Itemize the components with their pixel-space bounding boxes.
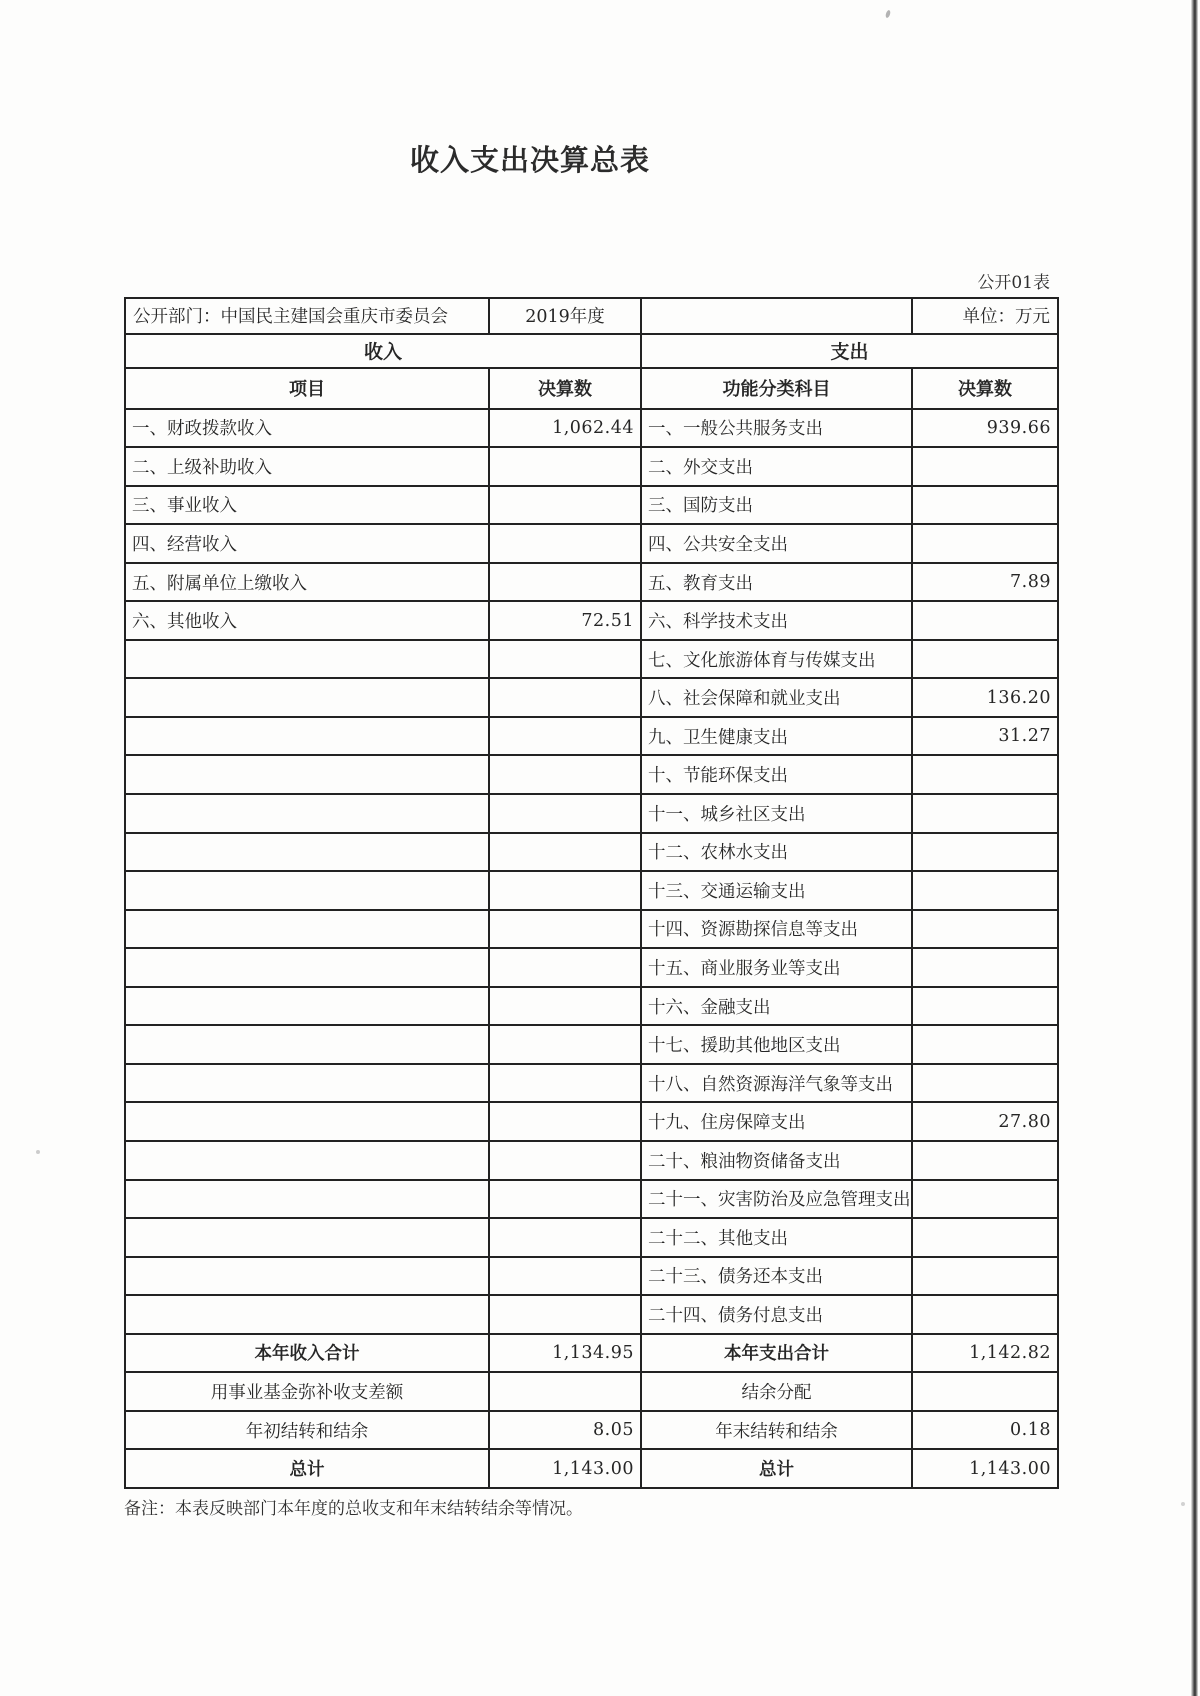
table-row [125,601,1058,640]
budget-summary-table [124,297,1059,1489]
expense-item-cell: 七、文化旅游体育与传媒支出 [641,640,912,679]
expense-value-cell: 1,143.00 [912,1449,1058,1488]
income-item-cell [125,1218,489,1257]
expense-value-cell: 7.89 [912,563,1058,602]
income-value-cell [489,1180,641,1219]
income-item-cell [125,717,489,756]
income-value-cell [489,910,641,949]
department-cell: 公开部门：中国民主建国会重庆市委员会 [125,298,489,334]
summary-row [125,1449,1058,1488]
expense-value-cell: 136.20 [912,678,1058,717]
expense-item-cell: 六、科学技术支出 [641,601,912,640]
expense-value-cell [912,1180,1058,1219]
income-item-cell [125,678,489,717]
col-header-function: 功能分类科目 [641,368,912,409]
table-row [125,871,1058,910]
table-row [125,833,1058,872]
income-item-cell [125,1180,489,1219]
income-item-cell [125,640,489,679]
expense-item-cell: 十三、交通运输支出 [641,871,912,910]
table-row [125,1025,1058,1064]
income-item-cell [125,833,489,872]
income-value-cell [489,871,641,910]
expense-value-cell [912,794,1058,833]
expense-value-cell [912,948,1058,987]
sheet-label: 公开01表 [977,273,1050,293]
income-value-cell [489,1372,641,1411]
expense-item-cell: 九、卫生健康支出 [641,717,912,756]
empty-cell [641,298,912,334]
expense-item-cell: 五、教育支出 [641,563,912,602]
year-cell: 2019年度 [489,298,641,334]
income-value-cell [489,755,641,794]
table-row [125,755,1058,794]
expense-value-cell [912,524,1058,563]
income-value-cell [489,563,641,602]
income-value-cell [489,524,641,563]
income-item-cell [125,987,489,1026]
income-item-cell: 一、财政拨款收入 [125,409,489,448]
summary-row [125,1372,1058,1411]
expense-value-cell [912,910,1058,949]
income-value-cell [489,486,641,525]
scan-speck [885,10,891,19]
expense-item-cell: 八、社会保障和就业支出 [641,678,912,717]
income-item-cell [125,794,489,833]
table-row [125,1180,1058,1219]
expense-value-cell [912,447,1058,486]
income-value-cell: 1,143.00 [489,1449,641,1488]
expense-item-cell: 十二、农林水支出 [641,833,912,872]
expense-item-cell: 年末结转和结余 [641,1411,912,1450]
scan-speck [1181,1502,1185,1506]
expense-value-cell: 31.27 [912,717,1058,756]
expense-value-cell [912,871,1058,910]
expense-item-cell: 十七、援助其他地区支出 [641,1025,912,1064]
table-row [125,794,1058,833]
income-item-cell: 年初结转和结余 [125,1411,489,1450]
expense-value-cell [912,1025,1058,1064]
income-value-cell [489,1064,641,1103]
scan-artifact-line [1191,0,1198,1696]
income-item-cell: 三、事业收入 [125,486,489,525]
table-body [125,298,1058,1488]
income-value-cell [489,447,641,486]
unit-cell: 单位：万元 [912,298,1058,334]
expense-value-cell [912,987,1058,1026]
expense-item-cell: 十八、自然资源海洋气象等支出 [641,1064,912,1103]
expense-item-cell: 本年支出合计 [641,1334,912,1373]
income-item-cell: 四、经营收入 [125,524,489,563]
income-item-cell [125,910,489,949]
table-row [125,1141,1058,1180]
income-item-cell: 二、上级补助收入 [125,447,489,486]
income-value-cell [489,1257,641,1296]
expense-item-cell: 一、一般公共服务支出 [641,409,912,448]
expense-item-cell: 四、公共安全支出 [641,524,912,563]
table-row [125,1295,1058,1334]
expense-item-cell: 二十、粮油物资储备支出 [641,1141,912,1180]
table-row [125,486,1058,525]
income-item-cell [125,948,489,987]
expense-value-cell [912,1372,1058,1411]
expense-item-cell: 总计 [641,1449,912,1488]
income-value-cell [489,794,641,833]
income-item-cell: 五、附属单位上缴收入 [125,563,489,602]
table-row [125,409,1058,448]
table-meta-row [125,298,1058,334]
table-row [125,524,1058,563]
expense-value-cell [912,1295,1058,1334]
footnote: 备注：本表反映部门本年度的总收支和年末结转结余等情况。 [124,1499,583,1519]
table-row [125,447,1058,486]
scan-speck [36,1150,40,1154]
income-item-cell [125,1102,489,1141]
col-header-amount-expense: 决算数 [912,368,1058,409]
table-row [125,563,1058,602]
income-item-cell [125,1064,489,1103]
table-row [125,910,1058,949]
table-row [125,1218,1058,1257]
expense-value-cell: 939.66 [912,409,1058,448]
income-value-cell [489,1141,641,1180]
income-value-cell [489,948,641,987]
expense-item-cell: 十四、资源勘探信息等支出 [641,910,912,949]
income-item-cell: 用事业基金弥补收支差额 [125,1372,489,1411]
expense-value-cell [912,1218,1058,1257]
income-value-cell: 72.51 [489,601,641,640]
income-value-cell [489,1218,641,1257]
expense-item-cell: 十一、城乡社区支出 [641,794,912,833]
expense-value-cell [912,640,1058,679]
summary-row [125,1334,1058,1373]
expense-item-cell: 二十二、其他支出 [641,1218,912,1257]
expense-item-cell: 二、外交支出 [641,447,912,486]
income-value-cell [489,833,641,872]
income-item-cell [125,1025,489,1064]
expense-item-cell: 十六、金融支出 [641,987,912,1026]
income-value-cell [489,717,641,756]
income-section-header: 收入 [125,334,641,368]
expense-item-cell: 二十三、债务还本支出 [641,1257,912,1296]
expense-value-cell [912,1141,1058,1180]
income-value-cell [489,987,641,1026]
table-row [125,1064,1058,1103]
income-item-cell [125,1257,489,1296]
expense-item-cell: 二十四、债务付息支出 [641,1295,912,1334]
income-item-cell [125,1141,489,1180]
expense-value-cell [912,1257,1058,1296]
expense-value-cell: 27.80 [912,1102,1058,1141]
table-row [125,717,1058,756]
income-item-cell: 本年收入合计 [125,1334,489,1373]
col-header-amount-income: 决算数 [489,368,641,409]
income-item-cell [125,1295,489,1334]
table-row [125,987,1058,1026]
income-item-cell [125,871,489,910]
expense-value-cell [912,601,1058,640]
income-item-cell: 总计 [125,1449,489,1488]
income-value-cell: 1,062.44 [489,409,641,448]
income-value-cell [489,640,641,679]
income-value-cell: 1,134.95 [489,1334,641,1373]
expense-value-cell: 1,142.82 [912,1334,1058,1373]
income-item-cell: 六、其他收入 [125,601,489,640]
summary-row [125,1411,1058,1450]
income-value-cell: 8.05 [489,1411,641,1450]
income-value-cell [489,1102,641,1141]
table-row [125,640,1058,679]
table-row [125,948,1058,987]
table-row [125,1102,1058,1141]
expense-item-cell: 十五、商业服务业等支出 [641,948,912,987]
table-row [125,678,1058,717]
expense-item-cell: 十、节能环保支出 [641,755,912,794]
expense-value-cell [912,755,1058,794]
page-title: 收入支出决算总表 [409,143,650,177]
section-header-row [125,334,1058,368]
income-value-cell [489,1025,641,1064]
expense-value-cell [912,486,1058,525]
column-header-row [125,368,1058,409]
expense-item-cell: 十九、住房保障支出 [641,1102,912,1141]
table-row [125,1257,1058,1296]
expense-value-cell: 0.18 [912,1411,1058,1450]
income-item-cell [125,755,489,794]
col-header-item: 项目 [125,368,489,409]
income-value-cell [489,1295,641,1334]
income-value-cell [489,678,641,717]
expense-section-header: 支出 [641,334,1058,368]
expense-item-cell: 三、国防支出 [641,486,912,525]
expense-item-cell: 结余分配 [641,1372,912,1411]
expense-value-cell [912,833,1058,872]
expense-item-cell: 二十一、灾害防治及应急管理支出 [641,1180,912,1219]
expense-value-cell [912,1064,1058,1103]
